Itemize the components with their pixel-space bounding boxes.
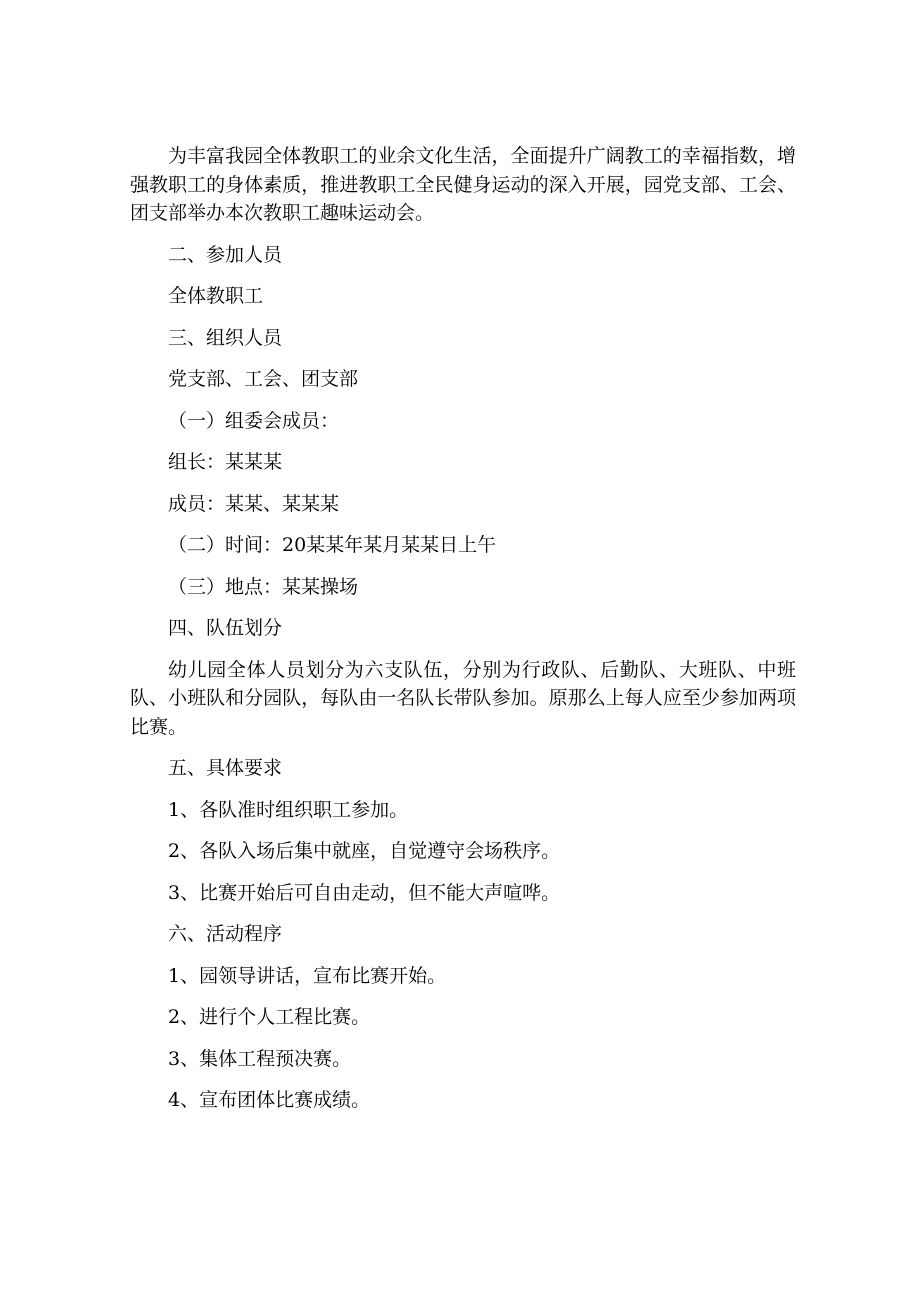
section-heading-requirements: 五、具体要求 <box>168 757 283 779</box>
section-heading-program: 六、活动程序 <box>168 923 283 945</box>
requirement-item: 1、各队准时组织职工参加。 <box>168 798 409 821</box>
program-item: 3、集体工程预决赛。 <box>168 1047 352 1070</box>
committee-leader: 组长：某某某 <box>168 451 283 473</box>
requirement-item: 2、各队入场后集中就座，自觉遵守会场秩序。 <box>168 840 561 862</box>
event-location: （三）地点：某某操场 <box>168 575 359 598</box>
committee-members: 成员：某某、某某某 <box>168 492 340 515</box>
program-item: 2、进行个人工程比赛。 <box>168 1006 371 1028</box>
document-body <box>130 142 796 1115</box>
section-heading-organizers: 三、组织人员 <box>168 326 283 349</box>
requirement-item: 3、比赛开始后可自由走动，但不能大声喧哗。 <box>168 881 561 904</box>
teams-paragraph: 幼儿园全体人员划分为六支队伍，分别为行政队、后勤队、大班队、中班队、小班队和分园队，每队由一名队长带队参加。原那么上每人应至少参加两项比赛。 <box>130 658 796 738</box>
section-heading-teams: 四、队伍划分 <box>168 617 283 639</box>
organizers-text: 党支部、工会、团支部 <box>168 368 359 390</box>
participants-text: 全体教职工 <box>168 285 264 307</box>
committee-heading: （一）组委会成员： <box>168 409 340 432</box>
event-time: （二）时间：20某某年某月某某日上午 <box>168 534 497 556</box>
program-item: 1、园领导讲话，宣布比赛开始。 <box>168 964 447 987</box>
intro-paragraph: 为丰富我园全体教职工的业余文化生活，全面提升广阔教工的幸福指数，增强教职工的身体素质，推进教职工全民健身运动的深入开展，园党支部、工会、团支部举办本次教职工趣味运动会。 <box>130 145 796 224</box>
section-heading-participants: 二、参加人员 <box>168 243 283 266</box>
program-item: 4、宣布团体比赛成绩。 <box>168 1089 371 1111</box>
